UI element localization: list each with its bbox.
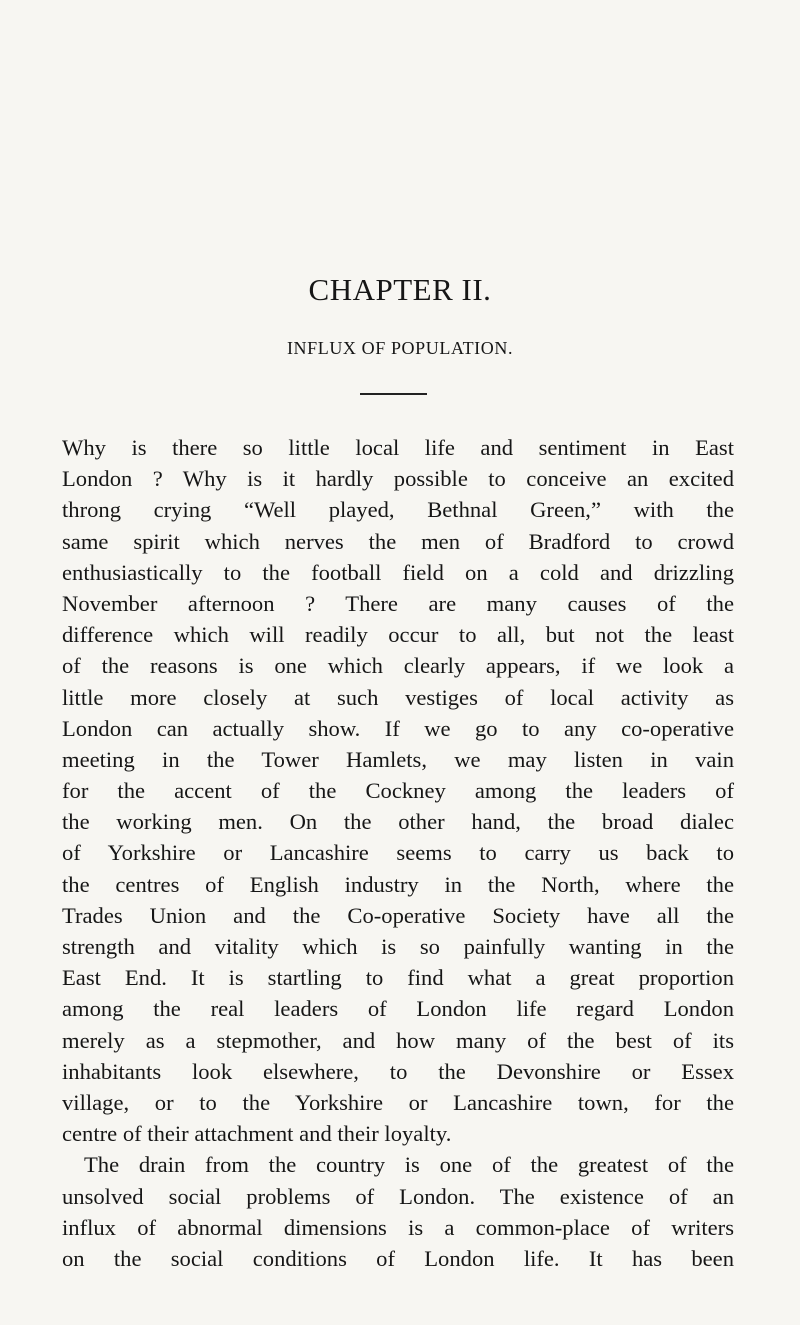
chapter-subtitle: INFLUX OF POPULATION. [286, 338, 514, 358]
text-line: the working men. On the other hand, the broad dialec [62, 809, 734, 835]
text-line: London can actually show. If we go to any co-operative [62, 715, 734, 741]
section-divider [360, 393, 427, 395]
text-line: merely as a stepmother, and how many of the best of its [62, 1027, 734, 1053]
text-line: of Yorkshire or Lancashire seems to carry us back to [62, 840, 734, 866]
chapter-title: CHAPTER II. [308, 272, 492, 307]
text-line: of the reasons is one which clearly appears, if we look a [62, 653, 734, 679]
text-line: village, or to the Yorkshire or Lancashire town, for the [62, 1089, 734, 1115]
text-line: on the social conditions of London life. It has been [62, 1245, 734, 1271]
text-line: among the real leaders of London life regard London [62, 996, 734, 1022]
text-line: Why is there so little local life and sentiment in East [62, 435, 734, 460]
text-line: enthusiastically to the football field on a cold and drizzling [62, 559, 734, 585]
text-line: strength and vitality which is so painfully wanting in the [62, 934, 734, 959]
text-line: East End. It is startling to find what a great proportion [62, 965, 734, 991]
text-line: November afternoon ? There are many causes of the [62, 590, 734, 616]
text-line: little more closely at such vestiges of local activity as [62, 684, 734, 710]
text-line: meeting in the Tower Hamlets, we may listen in vain [62, 746, 734, 772]
text-line: the centres of English industry in the North, where the [62, 871, 734, 897]
text-line: same spirit which nerves the men of Bradford to crowd [62, 528, 734, 554]
text-line: inhabitants look elsewhere, to the Devonshire or Essex [62, 1058, 734, 1084]
text-line: difference which will readily occur to all, but not the least [62, 622, 734, 648]
text-line: London ? Why is it hardly possible to conceive an excited [62, 466, 734, 492]
text-line: for the accent of the Cockney among the leaders of [62, 778, 734, 804]
text-line: influx of abnormal dimensions is a common-place of writers [62, 1214, 734, 1240]
text-line: Trades Union and the Co-operative Society have all the [62, 902, 734, 928]
text-line: unsolved social problems of London. The existence of an [62, 1183, 734, 1209]
body-text [62, 432, 734, 1274]
text-line: throng crying “Well played, Bethnal Green,” with the [62, 497, 734, 523]
text-line: centre of their attachment and their loyalty. [62, 1121, 452, 1147]
text-line: The drain from the country is one of the greatest of the [84, 1152, 734, 1178]
